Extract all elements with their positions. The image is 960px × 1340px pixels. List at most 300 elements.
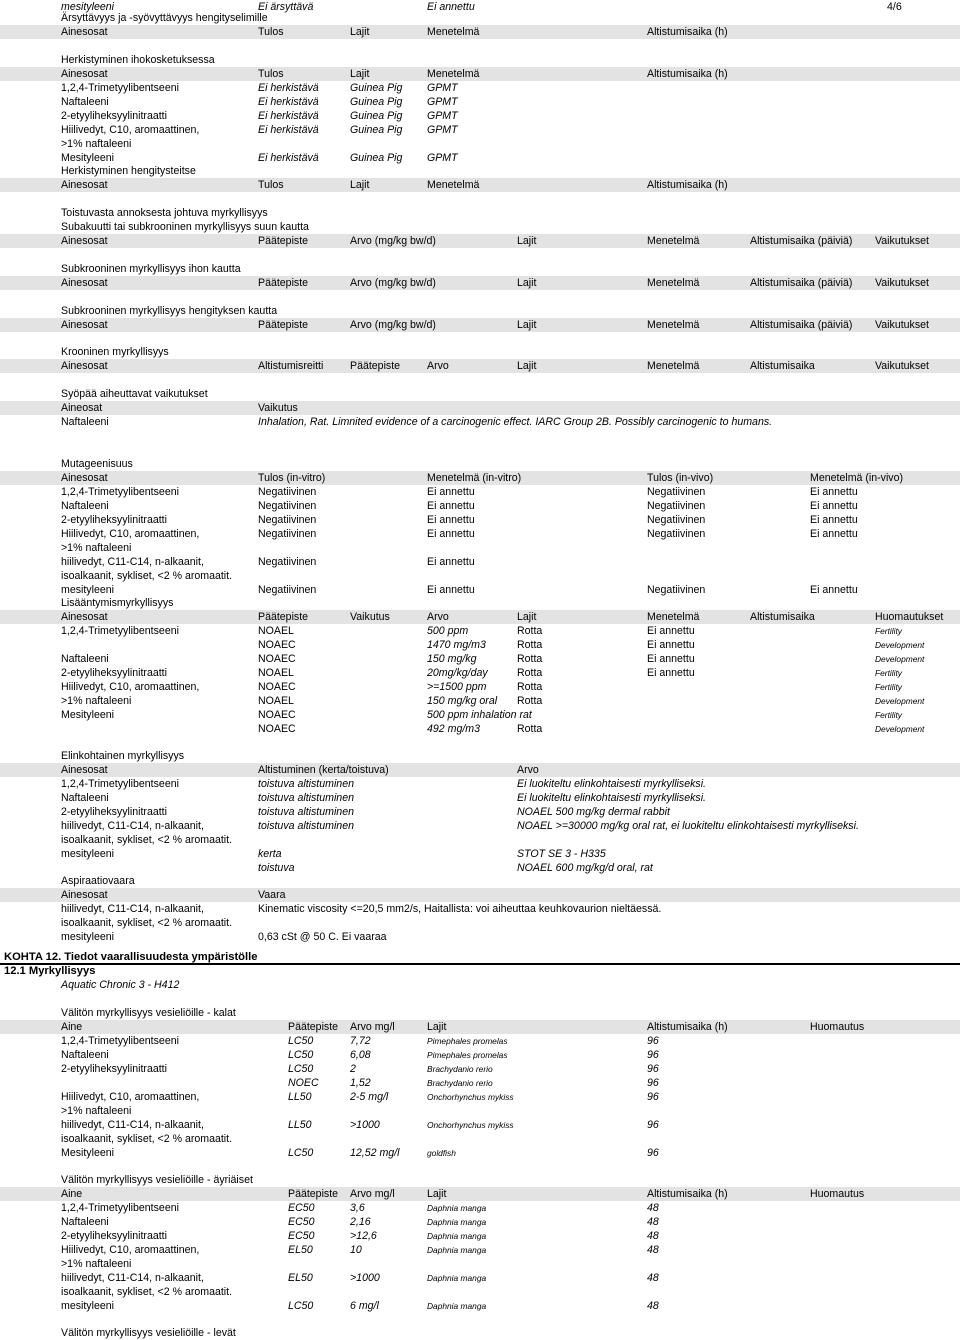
table-cell: Fertility <box>875 682 902 692</box>
table-cell: Ei annettu <box>810 528 858 540</box>
table-cell: Negatiivinen <box>647 500 706 512</box>
column-header: Vaikutukset <box>875 319 929 331</box>
section-title <box>0 749 960 763</box>
table-row <box>0 902 960 916</box>
column-header: Aine <box>61 1188 83 1200</box>
table-cell: Brachydanio rerio <box>427 1064 493 1074</box>
table-row <box>0 109 960 123</box>
table-cell: Daphnia manga <box>427 1273 487 1283</box>
table-cell: Naftaleeni <box>61 653 109 665</box>
column-header: Arvo <box>427 360 449 372</box>
column-header: Altistumisaika (h) <box>647 1188 728 1200</box>
table-cell: Ei annettu <box>427 514 475 526</box>
table-cell: toistuva altistuminen <box>258 778 354 790</box>
table-cell: >1% naftaleeni <box>61 695 132 707</box>
column-header: Päätepiste <box>288 1021 339 1033</box>
section-title <box>0 596 960 610</box>
table-row <box>0 791 960 805</box>
column-header: Altistumisaika (päiviä) <box>750 277 853 289</box>
column-header: Tulos <box>258 68 284 80</box>
table-header <box>0 25 960 39</box>
table-cell: hiilivedyt, C11-C14, n-alkaanit, <box>61 1272 204 1284</box>
table-cell: Ei annettu <box>427 584 475 596</box>
table-cell: 10 <box>350 1244 362 1256</box>
table-cell: Ei annettu <box>647 625 695 637</box>
table-cell: Rotta <box>517 695 543 707</box>
table-cell: Daphnia manga <box>427 1203 487 1213</box>
column-header: Vaara <box>258 889 286 901</box>
table-row <box>0 847 960 861</box>
column-header: Ainesosat <box>61 26 108 38</box>
section-title <box>0 1326 960 1340</box>
table-row <box>0 1285 960 1299</box>
table-cell: 0,63 cSt @ 50 C. Ei vaaraa <box>258 931 387 943</box>
table-row <box>0 1118 960 1132</box>
table-row <box>0 151 960 165</box>
table-cell: LC50 <box>288 1300 314 1312</box>
table-cell: Mesityleeni <box>61 709 114 721</box>
table-cell: Naftaleeni <box>61 792 109 804</box>
table-row <box>0 513 960 527</box>
table-header <box>0 67 960 81</box>
table-row <box>0 1132 960 1146</box>
column-header: Vaikutus <box>350 611 390 623</box>
column-header: Arvo mg/l <box>350 1021 395 1033</box>
section-title-text: Krooninen myrkyllisyys <box>61 346 169 358</box>
table-row <box>0 1048 960 1062</box>
table-cell: toistuva altistuminen <box>258 792 354 804</box>
table-row <box>0 123 960 137</box>
table-cell: Fertility <box>875 668 902 678</box>
table-cell: 96 <box>647 1035 659 1047</box>
table-cell: EC50 <box>288 1230 315 1242</box>
table-cell: >=1500 ppm <box>427 681 487 693</box>
table-cell: GPMT <box>427 152 458 164</box>
table-row <box>0 415 960 429</box>
table-cell: 20mg/kg/day <box>427 667 488 679</box>
section-title-text: Toistuvasta annoksesta johtuva myrkyllisyys <box>61 207 268 219</box>
column-header: Aineosat <box>61 402 103 414</box>
table-row <box>0 583 960 597</box>
table-cell: mesityleeni <box>61 1 114 13</box>
column-header: Huomautukset <box>875 611 944 623</box>
table-cell: Ei annettu <box>810 500 858 512</box>
section-title <box>0 1173 960 1187</box>
table-cell: 1,2,4-Trimetyylibentseeni <box>61 1035 179 1047</box>
table-cell: Hiilivedyt, C10, aromaattinen, <box>61 681 200 693</box>
table-cell: 150 mg/kg <box>427 653 477 665</box>
classification: Aquatic Chronic 3 - H412 <box>61 979 180 991</box>
column-header: Altistumisaika (päiviä) <box>750 319 853 331</box>
table-cell: >1% naftaleeni <box>61 1105 132 1117</box>
table-cell: Ei annettu <box>810 584 858 596</box>
table-row <box>0 1034 960 1048</box>
column-header: Lajit <box>517 611 537 623</box>
table-row <box>0 1215 960 1229</box>
column-header: Lajit <box>350 68 370 80</box>
column-header: Menetelmä (in-vitro) <box>427 472 522 484</box>
table-cell: Ei herkistävä <box>258 96 319 108</box>
table-cell: EL50 <box>288 1244 313 1256</box>
table-header <box>0 1187 960 1201</box>
table-cell: Ei annettu <box>427 528 475 540</box>
table-cell: mesityleeni <box>61 848 114 860</box>
column-header: Aine <box>61 1021 83 1033</box>
table-header <box>0 359 960 373</box>
table-cell: Daphnia manga <box>427 1217 487 1227</box>
table-cell: Ei luokiteltu elinkohtaisesti myrkylliseksi. <box>517 792 706 804</box>
table-cell: 2,16 <box>350 1216 371 1228</box>
table-header <box>0 234 960 248</box>
column-header: Ainesosat <box>61 235 108 247</box>
table-row <box>0 680 960 694</box>
column-header: Ainesosat <box>61 472 108 484</box>
table-cell: >1% naftaleeni <box>61 138 132 150</box>
table-cell: 96 <box>647 1063 659 1075</box>
table-cell: Negatiivinen <box>647 486 706 498</box>
column-header: Menetelmä <box>427 179 480 191</box>
table-cell: Mesityleeni <box>61 1147 114 1159</box>
table-cell: 2-etyyliheksyylinitraatti <box>61 514 167 526</box>
section-title-text: Aspiraatiovaara <box>61 875 135 887</box>
table-header <box>0 178 960 192</box>
table-cell: Daphnia manga <box>427 1245 487 1255</box>
table-row <box>0 722 960 736</box>
table-cell: hiilivedyt, C11-C14, n-alkaanit, <box>61 820 204 832</box>
column-header: Ainesosat <box>61 764 108 776</box>
table-row <box>0 1062 960 1076</box>
table-cell: Ei annettu <box>647 667 695 679</box>
table-cell: 12,52 mg/l <box>350 1147 400 1159</box>
section-title-text: Välitön myrkyllisyys vesieliöille - levät <box>61 1327 236 1339</box>
table-cell: Hiilivedyt, C10, aromaattinen, <box>61 1244 200 1256</box>
table-cell: 500 ppm <box>427 625 469 637</box>
column-header: Arvo (mg/kg bw/d) <box>350 235 436 247</box>
column-header: Altistuminen (kerta/toistuva) <box>258 764 389 776</box>
table-cell: NOAEC <box>258 723 296 735</box>
table-header <box>0 610 960 624</box>
table-cell: Guinea Pig <box>350 124 403 136</box>
table-cell: Negatiivinen <box>258 514 317 526</box>
column-header: Päätepiste <box>258 277 309 289</box>
table-cell: 1,2,4-Trimetyylibentseeni <box>61 778 179 790</box>
table-cell: Naftaleeni <box>61 1049 109 1061</box>
table-row <box>0 833 960 847</box>
table-row <box>0 81 960 95</box>
column-header: Ainesosat <box>61 68 108 80</box>
table-cell: toistuva altistuminen <box>258 806 354 818</box>
column-header: Ainesosat <box>61 611 108 623</box>
table-cell: GPMT <box>427 110 458 122</box>
section-title-text: Elinkohtainen myrkyllisyys <box>61 750 185 762</box>
column-header: Menetelmä (in-vivo) <box>810 472 904 484</box>
table-cell: 6 mg/l <box>350 1300 379 1312</box>
table-cell: LC50 <box>288 1035 314 1047</box>
table-cell: Negatiivinen <box>647 584 706 596</box>
section-title <box>0 1006 960 1020</box>
column-header: Tulos (in-vitro) <box>258 472 326 484</box>
table-cell: EL50 <box>288 1272 313 1284</box>
table-cell: Ei herkistävä <box>258 124 319 136</box>
table-row <box>0 666 960 680</box>
table-cell: mesityleeni <box>61 931 114 943</box>
table-cell: 48 <box>647 1230 659 1242</box>
table-cell: >1% naftaleeni <box>61 542 132 554</box>
table-cell: isoalkaanit, sykliset, <2 % aromaatit. <box>61 834 233 846</box>
table-cell: EC50 <box>288 1216 315 1228</box>
column-header: Ainesosat <box>61 360 108 372</box>
column-header: Lajit <box>517 319 537 331</box>
column-header: Lajit <box>350 179 370 191</box>
table-cell: 2 <box>350 1063 356 1075</box>
table-cell: 48 <box>647 1300 659 1312</box>
table-cell: Negatiivinen <box>258 500 317 512</box>
table-cell: 3,6 <box>350 1202 365 1214</box>
table-cell: Naftaleeni <box>61 416 109 428</box>
table-cell: Ei annettu <box>647 639 695 651</box>
table-cell: 48 <box>647 1216 659 1228</box>
section-title-text: Lisääntymismyrkyllisyys <box>61 597 174 609</box>
table-cell: Guinea Pig <box>350 110 403 122</box>
table-cell: NOAEL <box>258 625 294 637</box>
table-cell: 96 <box>647 1147 659 1159</box>
column-header: Menetelmä <box>647 611 700 623</box>
table-cell: Negatiivinen <box>258 528 317 540</box>
table-cell: 2-5 mg/l <box>350 1091 389 1103</box>
section-title <box>0 262 960 276</box>
table-cell: Negatiivinen <box>258 556 317 568</box>
table-cell: NOAEC <box>258 653 296 665</box>
table-cell: LL50 <box>288 1119 312 1131</box>
table-cell: Hiilivedyt, C10, aromaattinen, <box>61 1091 200 1103</box>
table-cell: Ei ärsyttävä <box>258 1 314 13</box>
table-cell: Ei herkistävä <box>258 110 319 122</box>
table-cell: 1,2,4-Trimetyylibentseeni <box>61 486 179 498</box>
column-header: Altistumisaika <box>750 611 815 623</box>
column-header: Päätepiste <box>258 319 309 331</box>
table-cell: Negatiivinen <box>647 514 706 526</box>
column-header: Tulos <box>258 26 284 38</box>
table-row <box>0 137 960 151</box>
table-row <box>0 777 960 791</box>
column-header: Ainesosat <box>61 179 108 191</box>
table-header <box>0 401 960 415</box>
table-row <box>0 930 960 944</box>
table-cell: Ei annettu <box>427 500 475 512</box>
table-cell: Rotta <box>517 723 543 735</box>
section-title-text: Subkrooninen myrkyllisyys hengityksen kautta <box>61 305 278 317</box>
section-title-text: Syöpää aiheuttavat vaikutukset <box>61 388 208 400</box>
column-header: Päätepiste <box>288 1188 339 1200</box>
table-cell: Development <box>875 696 925 706</box>
table-cell: NOAEL 600 mg/kg/d oral, rat <box>517 862 653 874</box>
table-cell: >1000 <box>350 1272 380 1284</box>
table-cell: Rotta <box>517 667 543 679</box>
column-header: Menetelmä <box>647 319 700 331</box>
table-cell: 48 <box>647 1202 659 1214</box>
table-row <box>0 499 960 513</box>
table-cell: 96 <box>647 1091 659 1103</box>
section-title-text: Mutageenisuus <box>61 458 133 470</box>
table-row <box>0 652 960 666</box>
section-12-heading <box>0 950 960 964</box>
table-cell: kerta <box>258 848 282 860</box>
table-cell: Guinea Pig <box>350 152 403 164</box>
column-header: Lajit <box>517 277 537 289</box>
table-cell: 6,08 <box>350 1049 371 1061</box>
table-cell: Naftaleeni <box>61 1216 109 1228</box>
table-cell: 492 mg/m3 <box>427 723 480 735</box>
table-cell: NOAEC <box>258 709 296 721</box>
table-cell: 96 <box>647 1077 659 1089</box>
table-cell: Negatiivinen <box>258 584 317 596</box>
column-header: Lajit <box>427 1021 447 1033</box>
table-cell: Rotta <box>517 681 543 693</box>
section-title-text: Subkrooninen myrkyllisyys ihon kautta <box>61 263 241 275</box>
column-header: Menetelmä <box>647 277 700 289</box>
table-cell: Ei annettu <box>427 1 475 13</box>
table-cell: Daphnia manga <box>427 1231 487 1241</box>
table-cell: NOAEL <box>258 695 294 707</box>
table-cell: LC50 <box>288 1049 314 1061</box>
table-cell: isoalkaanit, sykliset, <2 % aromaatit. <box>61 570 233 582</box>
table-cell: LL50 <box>288 1091 312 1103</box>
section-title <box>0 304 960 318</box>
table-cell: 1470 mg/m3 <box>427 639 486 651</box>
column-header: Lajit <box>427 1188 447 1200</box>
table-cell: Negatiivinen <box>258 486 317 498</box>
table-cell: 2-etyyliheksyylinitraatti <box>61 667 167 679</box>
table-cell: 2-etyyliheksyylinitraatti <box>61 1063 167 1075</box>
column-header: Menetelmä <box>647 235 700 247</box>
column-header: Altistumisaika (h) <box>647 1021 728 1033</box>
column-header: Päätepiste <box>258 235 309 247</box>
column-header: Altistumisaika (h) <box>647 68 728 80</box>
table-cell: Ei annettu <box>810 486 858 498</box>
column-header: Altistumisaika (h) <box>647 26 728 38</box>
column-header: Menetelmä <box>647 360 700 372</box>
section-title <box>0 387 960 401</box>
table-cell: toistuva <box>258 862 295 874</box>
table-cell: 1,2,4-Trimetyylibentseeni <box>61 1202 179 1214</box>
section-title <box>0 206 960 220</box>
table-cell: goldfish <box>427 1148 456 1158</box>
table-cell: Development <box>875 654 925 664</box>
section-title-text: Ärsyttävyys ja -syövyttävyys hengityselimille <box>61 12 268 24</box>
table-cell: 96 <box>647 1049 659 1061</box>
table-cell: GPMT <box>427 96 458 108</box>
table-cell: GPMT <box>427 82 458 94</box>
section-title-text: Välitön myrkyllisyys vesieliöille - kalat <box>61 1007 236 1019</box>
subsection-heading: 12.1 Myrkyllisyys <box>4 965 96 977</box>
column-header: Huomautus <box>810 1188 865 1200</box>
table-cell: isoalkaanit, sykliset, <2 % aromaatit. <box>61 1133 233 1145</box>
table-cell: mesityleeni <box>61 1300 114 1312</box>
table-row <box>0 485 960 499</box>
table-cell: hiilivedyt, C11-C14, n-alkaanit, <box>61 903 204 915</box>
table-cell: Fertility <box>875 626 902 636</box>
column-header: Altistumisaika (h) <box>647 179 728 191</box>
page-number: 4/6 <box>887 1 902 13</box>
section-title <box>0 345 960 359</box>
column-header: Lajit <box>517 360 537 372</box>
table-cell: LC50 <box>288 1147 314 1159</box>
table-cell: >1000 <box>350 1119 380 1131</box>
table-cell: NOAEL 500 mg/kg dermal rabbit <box>517 806 670 818</box>
column-header: Ainesosat <box>61 889 108 901</box>
table-row <box>0 1146 960 1160</box>
table-row <box>0 624 960 638</box>
table-cell: 150 mg/kg oral <box>427 695 498 707</box>
column-header: Arvo <box>517 764 539 776</box>
table-cell: Onchorhynchus mykiss <box>427 1092 514 1102</box>
table-row <box>0 1090 960 1104</box>
table-cell: 48 <box>647 1244 659 1256</box>
table-cell: hiilivedyt, C11-C14, n-alkaanit, <box>61 1119 204 1131</box>
table-cell: Ei luokiteltu elinkohtaisesti myrkylliseksi. <box>517 778 706 790</box>
column-header: Menetelmä <box>427 26 480 38</box>
table-header <box>0 318 960 332</box>
column-header: Lajit <box>350 26 370 38</box>
table-cell: GPMT <box>427 124 458 136</box>
column-header: Arvo <box>427 611 449 623</box>
table-row <box>0 1299 960 1313</box>
column-header: Vaikutukset <box>875 360 929 372</box>
table-row <box>0 1229 960 1243</box>
table-row <box>0 555 960 569</box>
column-header: Ainesosat <box>61 277 108 289</box>
table-cell: >12,6 <box>350 1230 377 1242</box>
table-cell: Naftaleeni <box>61 500 109 512</box>
table-cell: Fertility <box>875 710 902 720</box>
table-row <box>0 95 960 109</box>
table-cell: 7,72 <box>350 1035 371 1047</box>
table-cell: NOAEC <box>258 639 296 651</box>
table-cell: Guinea Pig <box>350 96 403 108</box>
table-row <box>0 861 960 875</box>
table-header <box>0 1020 960 1034</box>
table-cell: 2-etyyliheksyylinitraatti <box>61 1230 167 1242</box>
column-header: Arvo mg/l <box>350 1188 395 1200</box>
section-title <box>0 11 960 25</box>
table-cell: Kinematic viscosity <=20,5 mm2/s, Haitallista: voi aiheuttaa keuhkovaurion nieltäessä. <box>258 903 662 915</box>
table-cell: 500 ppm inhalation rat <box>427 709 532 721</box>
table-header <box>0 471 960 485</box>
table-row <box>0 1201 960 1215</box>
table-row <box>0 805 960 819</box>
table-cell: Pimephales promelas <box>427 1050 508 1060</box>
table-cell: EC50 <box>288 1202 315 1214</box>
table-cell: Daphnia manga <box>427 1301 487 1311</box>
table-cell: Rotta <box>517 639 543 651</box>
table-cell: 1,52 <box>350 1077 371 1089</box>
table-cell: 1,2,4-Trimetyylibentseeni <box>61 82 179 94</box>
table-row <box>0 1076 960 1090</box>
section-heading: KOHTA 12. Tiedot vaarallisuudesta ympäristölle <box>4 951 258 963</box>
table-row <box>0 1104 960 1118</box>
column-header: Tulos <box>258 179 284 191</box>
section-title <box>0 164 960 178</box>
table-cell: isoalkaanit, sykliset, <2 % aromaatit. <box>61 1286 233 1298</box>
table-cell: isoalkaanit, sykliset, <2 % aromaatit. <box>61 917 233 929</box>
table-cell: NOAEC <box>258 681 296 693</box>
table-cell: 48 <box>647 1272 659 1284</box>
table-cell: Pimephales promelas <box>427 1036 508 1046</box>
table-cell: 96 <box>647 1119 659 1131</box>
table-cell: NOEC <box>288 1077 319 1089</box>
table-cell: Naftaleeni <box>61 96 109 108</box>
table-row <box>0 541 960 555</box>
